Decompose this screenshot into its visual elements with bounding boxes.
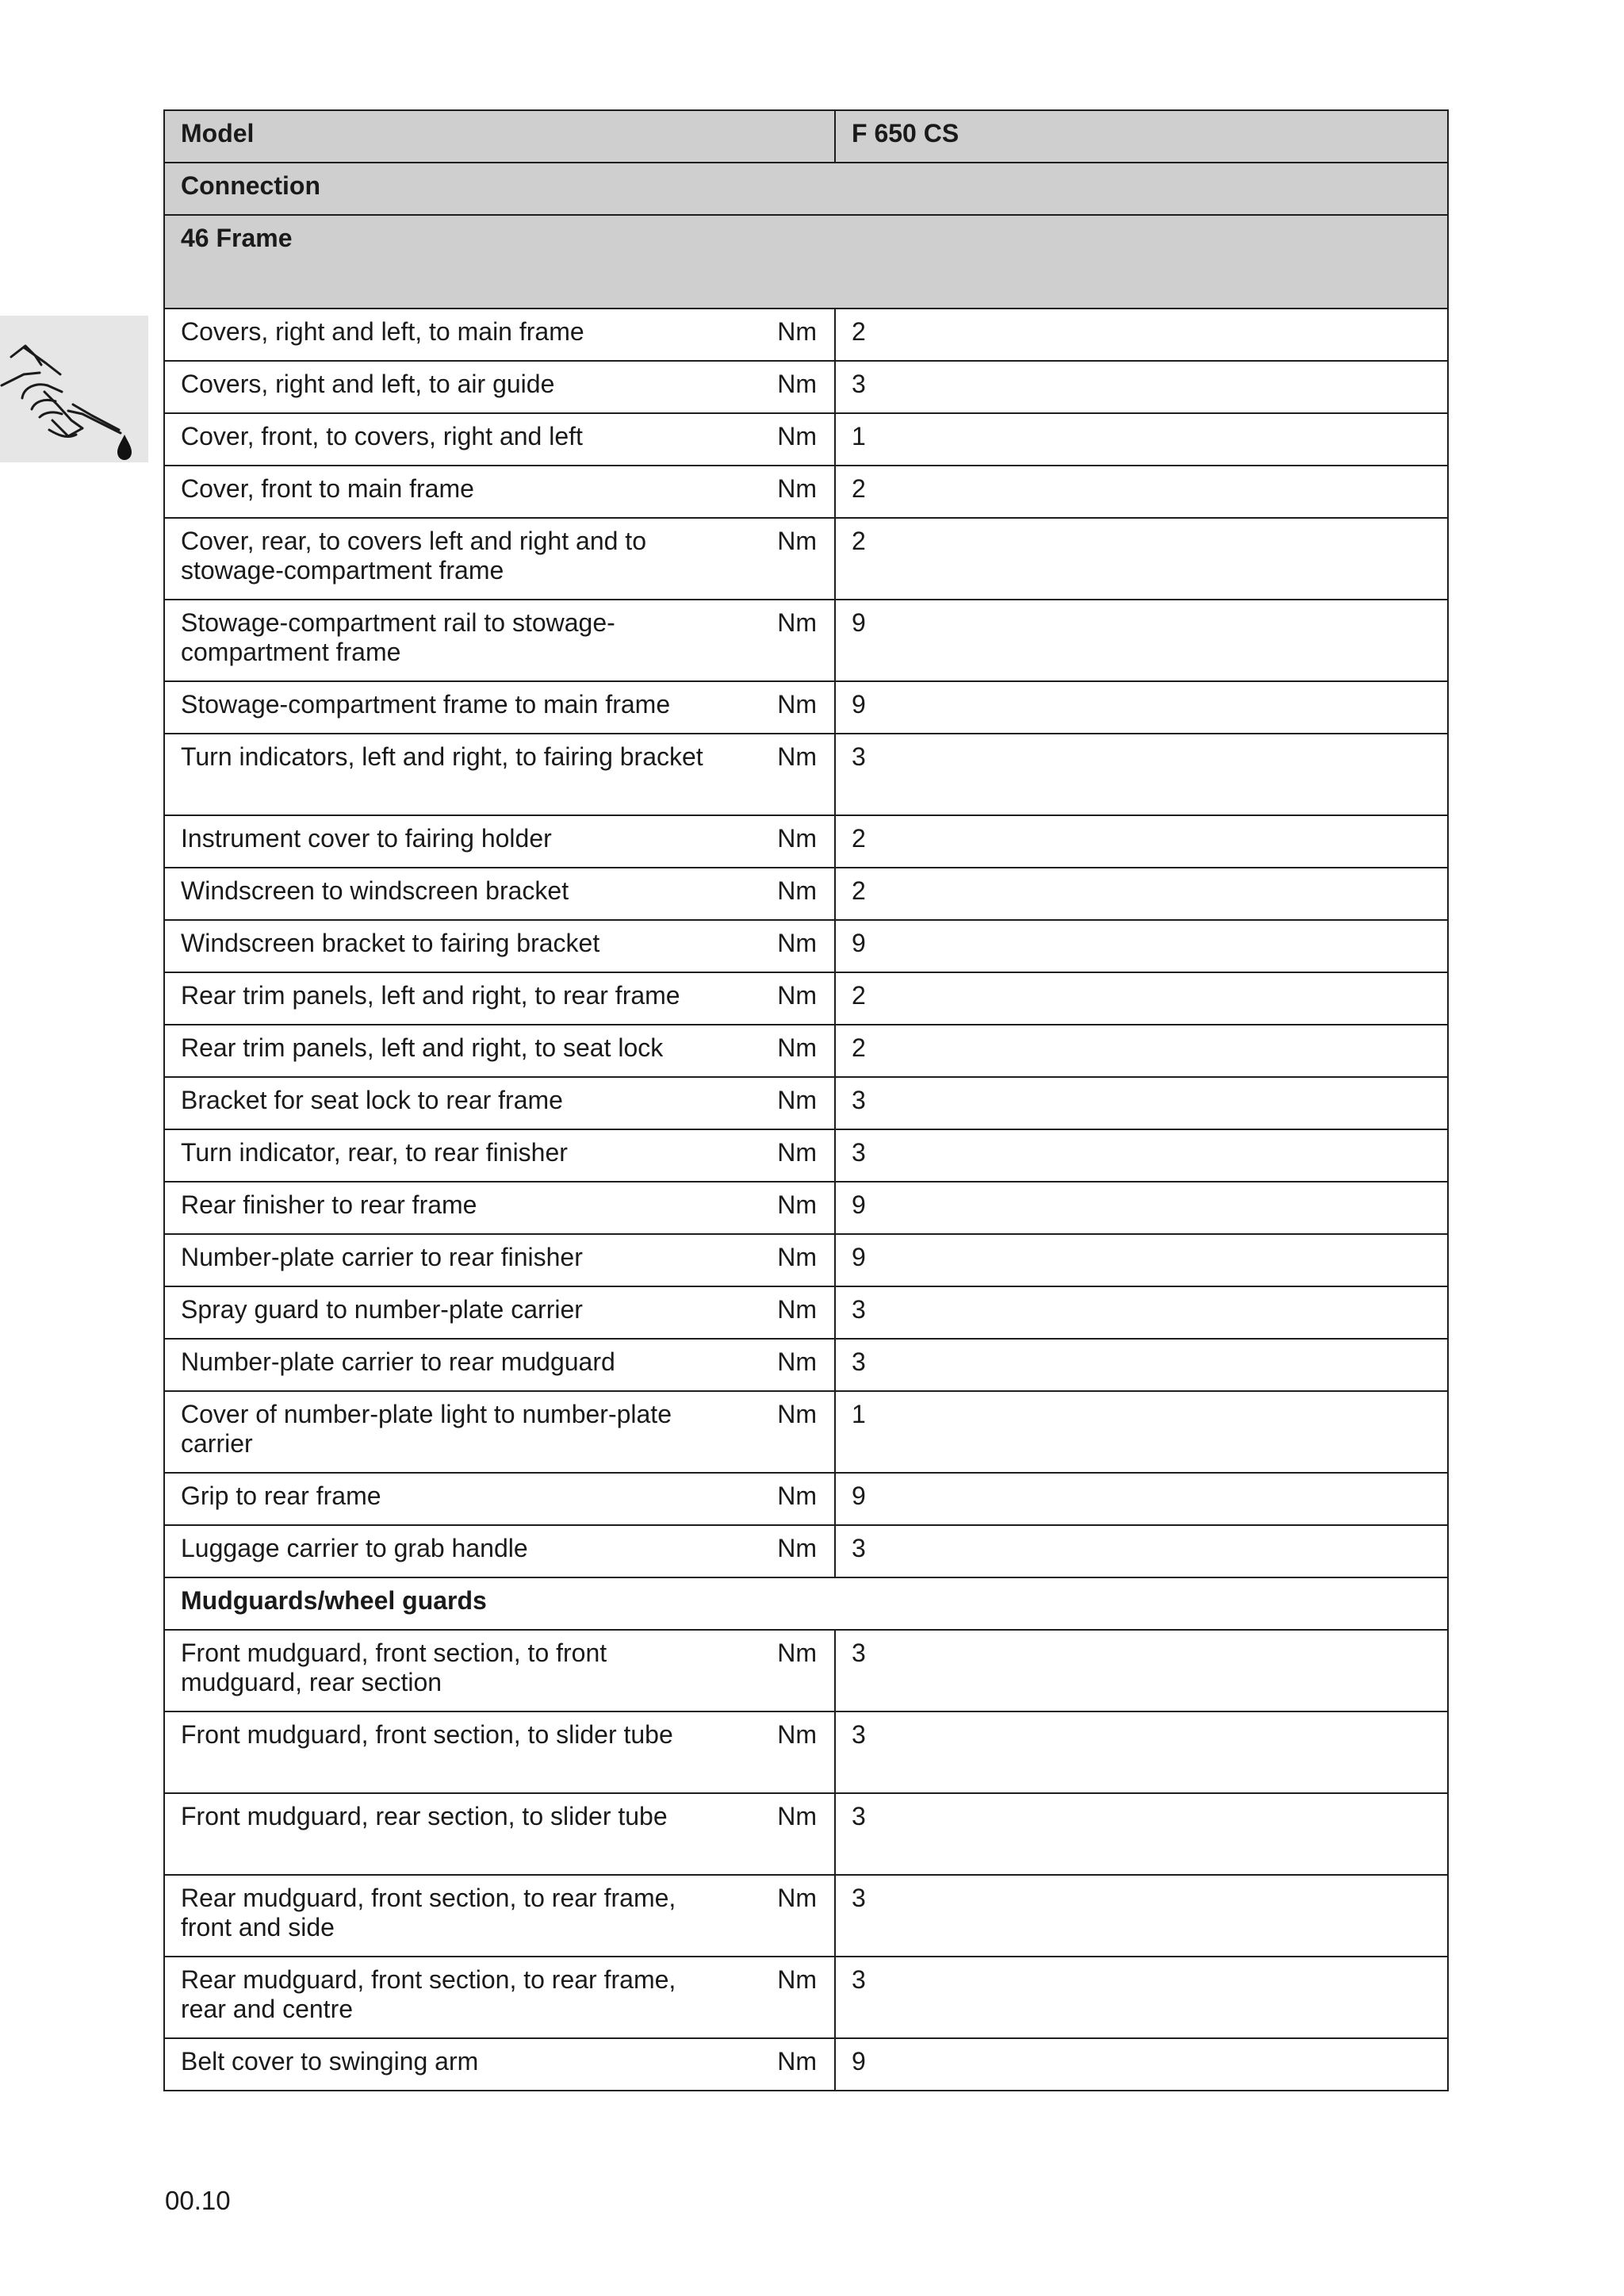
connection-description: Stowage-compartment rail to stowage-compartment frame	[181, 608, 615, 666]
torque-value: 3	[835, 1077, 1448, 1129]
connection-description: Front mudguard, front section, to front mudguard, rear section	[181, 1639, 607, 1696]
connection-row	[164, 163, 1448, 215]
connection-description: Bracket for seat lock to rear frame	[181, 1086, 563, 1114]
connection-cell	[164, 600, 835, 681]
torque-unit: Nm	[777, 824, 817, 853]
connection-description: Grip to rear frame	[181, 1481, 381, 1510]
torque-value: 2	[835, 868, 1448, 920]
torque-value: 2	[835, 972, 1448, 1025]
torque-value: 9	[835, 1182, 1448, 1234]
table-row	[164, 1473, 1448, 1525]
connection-description: Covers, right and left, to air guide	[181, 370, 555, 398]
connection-cell	[164, 1793, 835, 1875]
table-row	[164, 734, 1448, 815]
torque-unit: Nm	[777, 2047, 817, 2076]
torque-unit: Nm	[777, 1190, 817, 1219]
table-row	[164, 309, 1448, 361]
table-row	[164, 681, 1448, 734]
torque-unit: Nm	[777, 1965, 817, 1994]
connection-description: Turn indicator, rear, to rear finisher	[181, 1138, 568, 1167]
torque-unit: Nm	[777, 422, 817, 450]
torque-value: 9	[835, 1473, 1448, 1525]
torque-value: 3	[835, 1630, 1448, 1711]
torque-value: 9	[835, 920, 1448, 972]
torque-spec-table	[163, 109, 1449, 2091]
model-label: Model	[164, 110, 835, 163]
connection-description: Rear trim panels, left and right, to rear frame	[181, 981, 680, 1010]
connection-cell	[164, 1182, 835, 1234]
connection-cell	[164, 1391, 835, 1473]
table-row	[164, 1286, 1448, 1339]
connection-cell	[164, 1129, 835, 1182]
connection-cell	[164, 1339, 835, 1391]
model-value: F 650 CS	[835, 110, 1448, 163]
torque-value: 2	[835, 1025, 1448, 1077]
torque-unit: Nm	[777, 1884, 817, 1912]
torque-value: 3	[835, 1711, 1448, 1793]
torque-value: 3	[835, 1286, 1448, 1339]
table-row	[164, 1077, 1448, 1129]
connection-cell	[164, 1473, 835, 1525]
connection-cell	[164, 518, 835, 600]
connection-description: Rear mudguard, front section, to rear frame, rear and centre	[181, 1965, 676, 2023]
table-row	[164, 1630, 1448, 1711]
torque-unit: Nm	[777, 317, 817, 346]
connection-description: Turn indicators, left and right, to fairing bracket	[181, 742, 703, 771]
connection-cell	[164, 1957, 835, 2038]
torque-unit: Nm	[777, 1534, 817, 1562]
connection-cell	[164, 361, 835, 413]
connection-description: Covers, right and left, to main frame	[181, 317, 584, 346]
connection-description: Belt cover to swinging arm	[181, 2047, 479, 2076]
connection-cell	[164, 972, 835, 1025]
table-row	[164, 972, 1448, 1025]
section-title: 46 Frame	[164, 215, 1448, 309]
connection-cell	[164, 1875, 835, 1957]
torque-value: 3	[835, 1793, 1448, 1875]
torque-value: 3	[835, 1525, 1448, 1577]
connection-description: Spray guard to number-plate carrier	[181, 1295, 583, 1324]
torque-unit: Nm	[777, 527, 817, 555]
table-row	[164, 1182, 1448, 1234]
torque-unit: Nm	[777, 370, 817, 398]
table-row	[164, 2038, 1448, 2091]
connection-description: Front mudguard, front section, to slider tube	[181, 1720, 673, 1749]
connection-cell	[164, 815, 835, 868]
connection-cell	[164, 309, 835, 361]
torque-unit: Nm	[777, 690, 817, 719]
subsection-row	[164, 1577, 1448, 1630]
table-row	[164, 1957, 1448, 2038]
connection-description: Number-plate carrier to rear mudguard	[181, 1347, 615, 1376]
connection-description: Cover, front to main frame	[181, 474, 474, 503]
torque-value: 3	[835, 1339, 1448, 1391]
connection-cell	[164, 1077, 835, 1129]
page-number: 00.10	[165, 2186, 231, 2215]
torque-value: 3	[835, 1957, 1448, 2038]
table-row	[164, 1234, 1448, 1286]
table-row	[164, 466, 1448, 518]
torque-value: 9	[835, 600, 1448, 681]
connection-description: Cover, rear, to covers left and right and to stowage-compartment frame	[181, 527, 646, 585]
connection-description: Front mudguard, rear section, to slider tube	[181, 1802, 668, 1830]
connection-cell	[164, 1025, 835, 1077]
connection-description: Windscreen bracket to fairing bracket	[181, 929, 600, 957]
torque-unit: Nm	[777, 1720, 817, 1749]
table-row	[164, 413, 1448, 466]
connection-cell	[164, 413, 835, 466]
connection-description: Cover of number-plate light to number-plate carrier	[181, 1400, 672, 1458]
section-tab	[0, 316, 148, 462]
torque-unit: Nm	[777, 1295, 817, 1324]
connection-description: Rear trim panels, left and right, to seat lock	[181, 1033, 664, 1062]
torque-unit: Nm	[777, 1138, 817, 1167]
connection-cell	[164, 1525, 835, 1577]
torque-value: 3	[835, 734, 1448, 815]
torque-unit: Nm	[777, 1086, 817, 1114]
torque-unit: Nm	[777, 1639, 817, 1667]
table-row	[164, 815, 1448, 868]
connection-description: Instrument cover to fairing holder	[181, 824, 552, 853]
connection-description: Stowage-compartment frame to main frame	[181, 690, 671, 719]
torque-unit: Nm	[777, 474, 817, 503]
torque-unit: Nm	[777, 981, 817, 1010]
torque-value: 3	[835, 1875, 1448, 1957]
connection-cell	[164, 1630, 835, 1711]
connection-cell	[164, 1234, 835, 1286]
table-row	[164, 1793, 1448, 1875]
torque-unit: Nm	[777, 742, 817, 771]
connection-cell	[164, 466, 835, 518]
hand-oil-can-icon	[0, 316, 148, 462]
connection-cell	[164, 681, 835, 734]
table-row	[164, 868, 1448, 920]
connection-cell	[164, 920, 835, 972]
torque-unit: Nm	[777, 1243, 817, 1271]
connection-cell	[164, 734, 835, 815]
torque-unit: Nm	[777, 1347, 817, 1376]
torque-value: 3	[835, 1129, 1448, 1182]
torque-unit: Nm	[777, 1802, 817, 1830]
torque-value: 2	[835, 309, 1448, 361]
header-row	[164, 110, 1448, 163]
connection-description: Rear mudguard, front section, to rear frame, front and side	[181, 1884, 676, 1941]
connection-cell	[164, 1286, 835, 1339]
torque-unit: Nm	[777, 1481, 817, 1510]
torque-value: 2	[835, 518, 1448, 600]
section-row	[164, 215, 1448, 309]
torque-unit: Nm	[777, 1033, 817, 1062]
torque-unit: Nm	[777, 876, 817, 905]
connection-description: Luggage carrier to grab handle	[181, 1534, 528, 1562]
torque-value: 2	[835, 815, 1448, 868]
table-row	[164, 1025, 1448, 1077]
table-row	[164, 1129, 1448, 1182]
torque-value: 9	[835, 1234, 1448, 1286]
table-row	[164, 600, 1448, 681]
torque-unit: Nm	[777, 1400, 817, 1428]
torque-value: 1	[835, 413, 1448, 466]
connection-description: Number-plate carrier to rear finisher	[181, 1243, 583, 1271]
table-row	[164, 361, 1448, 413]
table-row	[164, 1711, 1448, 1793]
table-row	[164, 1875, 1448, 1957]
connection-description: Windscreen to windscreen bracket	[181, 876, 569, 905]
torque-value: 1	[835, 1391, 1448, 1473]
torque-value: 3	[835, 361, 1448, 413]
connection-label: Connection	[164, 163, 1448, 215]
connection-description: Cover, front, to covers, right and left	[181, 422, 583, 450]
torque-value: 9	[835, 681, 1448, 734]
torque-unit: Nm	[777, 608, 817, 637]
connection-description: Rear finisher to rear frame	[181, 1190, 477, 1219]
table-row	[164, 518, 1448, 600]
connection-cell	[164, 1711, 835, 1793]
connection-cell	[164, 868, 835, 920]
table-row	[164, 1391, 1448, 1473]
table-row	[164, 1525, 1448, 1577]
table-row	[164, 1339, 1448, 1391]
connection-cell	[164, 2038, 835, 2091]
table-row	[164, 920, 1448, 972]
torque-value: 2	[835, 466, 1448, 518]
subsection-title: Mudguards/wheel guards	[164, 1577, 1448, 1630]
torque-unit: Nm	[777, 929, 817, 957]
torque-value: 9	[835, 2038, 1448, 2091]
